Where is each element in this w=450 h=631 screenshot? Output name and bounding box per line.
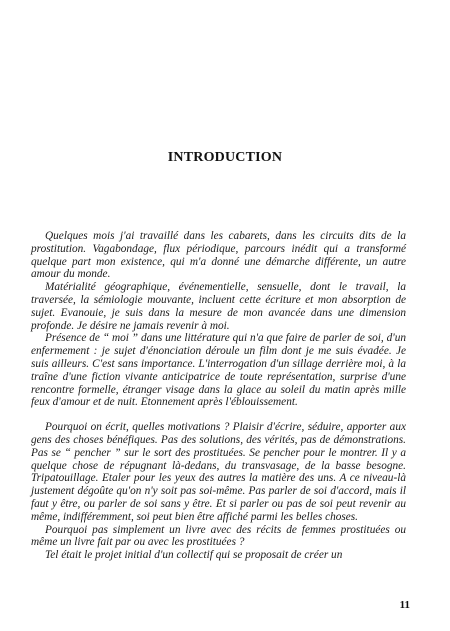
paragraph: Quelques mois j'ai travaillé dans les cabarets, dans les circuits dits de la prostitution. Vagabondage, flux périodique, parcours inédit qui a transformé quelque part mon existence, qui m'a donné une démarche différente, un autre amour du monde. xyxy=(31,230,406,281)
chapter-title: INTRODUCTION xyxy=(167,150,283,165)
paragraph: Matérialité géographique, événementielle, sensuelle, dont le travail, la traversée, la sémiologie mouvante, incluent cette écriture et mon absorption de sujet. Evanouie, je suis dans la mesure de mon avancée dans une dimension profonde. Je désire ne jamais revenir à moi. xyxy=(31,281,406,332)
paragraph: Tel était le projet initial d'un collectif qui se proposait de créer un xyxy=(45,549,343,562)
page-number: 11 xyxy=(399,599,410,611)
paragraph: Pourquoi pas simplement un livre avec des récits de femmes prostituées ou même un livre fait par ou avec les prostituées ? xyxy=(31,523,406,549)
paragraph: Pourquoi on écrit, quelles motivations ? Plaisir d'écrire, séduire, apporter aux gens des choses bénéfiques. Pas des solutions, des vérités, pas de démonstrations. Pas se “ pencher ” sur le sort des prostituées. Se pencher pour le montrer. Il y a quelque chose de répugnant là-dedans, du transvasage, de la basse besogne. Tripatouillage. Etaler pour les yeux des autres la matière des uns. A ce niveau-là justement dégoûte qu'on n'y soit pas soi-même. Pas parler de soi d'accord, mais il faut y être, ou parler de soi sans y être. Et si parler ou pas de soi peut revenir au même, indifféremment, soi peut bien être affiché parmi les belles choses. xyxy=(31,421,406,523)
body-text xyxy=(31,230,406,562)
paragraph: Présence de “ moi ” dans une littérature qui n'a que faire de parler de soi, d'un enfermement : je sujet d'énonciation déroule un film dont je me suis évadée. Je suis ailleurs. C'est sans importance. L'interrogation d'un sillage derrière moi, à la traîne d'une fiction vivante anticipatrice de toute représentation, surprise d'une rencontre formelle, étranger visage dans la glace au soleil du matin après mille feux d'amour et de nuit. Etonnement après l'éblouissement. xyxy=(31,332,406,409)
